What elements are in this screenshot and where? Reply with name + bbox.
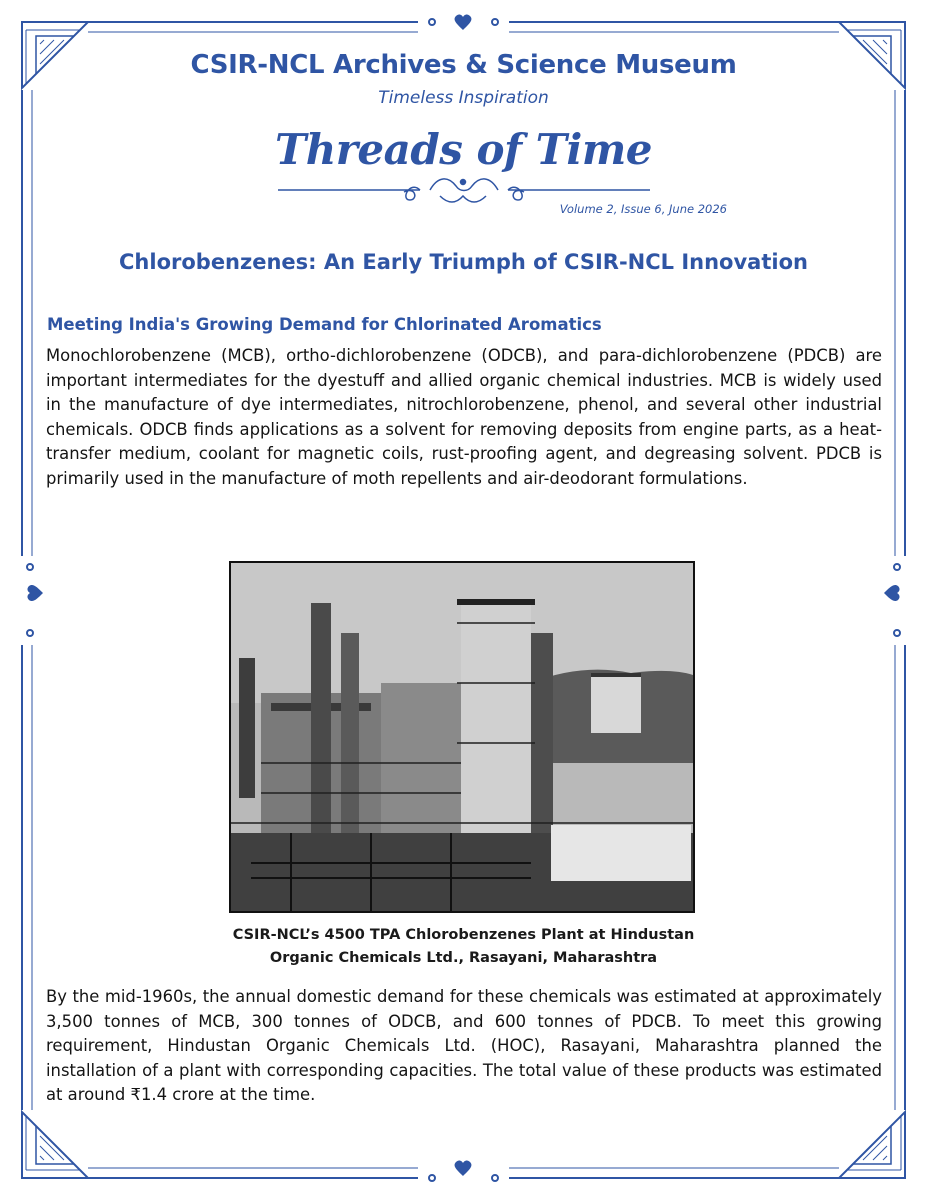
masthead-title: Threads of Time — [274, 125, 653, 174]
plant-photo — [229, 561, 695, 913]
body-paragraph-2: By the mid-1960s, the annual domestic demand for these chemicals was estimated at approximately 3,500 tonnes of MCB, 300 tonnes of ODCB, and 600 tonnes of PDCB. To meet this growing requirement, Hindustan Organic Chemicals Ltd. (HOC), Rasayani, Maharashtra planned the installation of a plant with corresponding capacities. The total value of these products was estimated at around ₹1.4 crore at the time. — [46, 987, 882, 1104]
section-heading: Meeting India's Growing Demand for Chlorinated Aromatics — [47, 315, 602, 334]
masthead-flourish — [278, 179, 650, 202]
issue-info: Volume 2, Issue 6, June 2026 — [559, 202, 727, 216]
org-title: CSIR-NCL Archives & Science Museum — [190, 50, 737, 80]
article-title: Chlorobenzenes: An Early Triumph of CSIR-NCL Innovation — [119, 250, 808, 274]
tagline: Timeless Inspiration — [378, 88, 549, 108]
photo-caption-line-2: Organic Chemicals Ltd., Rasayani, Maharashtra — [269, 950, 658, 966]
body-paragraph-1: Monochlorobenzene (MCB), ortho-dichlorobenzene (ODCB), and para-dichlorobenzene (PDCB) are important intermediates for the dyestuff and allied organic chemical industries. MCB is widely used in the manufacture of dye intermediates, nitrochlorobenzene, phenol, and several other industrial chemicals. ODCB finds applications as a solvent for removing deposits from engine parts, as a heat-transfer medium, coolant for magnetic coils, rust-proofing agent, and degreasing solvent. PDCB is primarily used in the manufacture of moth repellents and air-deodorant formulations. — [46, 346, 882, 488]
photo-caption-line-1: CSIR-NCL’s 4500 TPA Chlorobenzenes Plant at Hindustan — [232, 927, 695, 943]
